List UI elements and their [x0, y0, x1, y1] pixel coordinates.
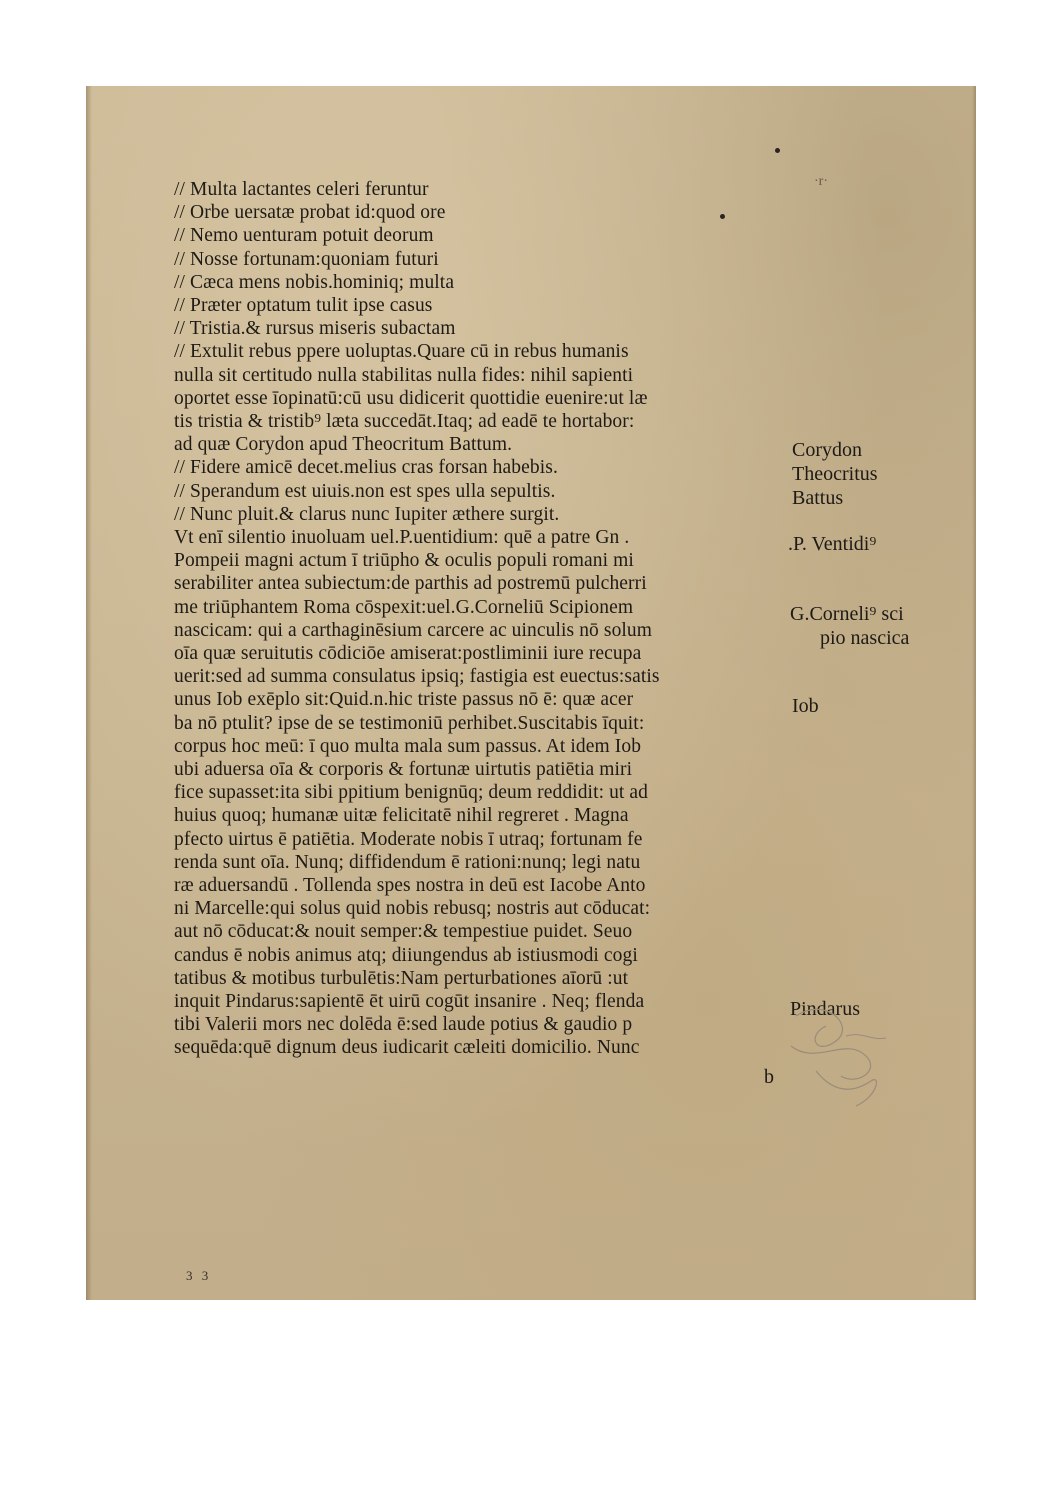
text-line: tatibus & motibus turbulētis:Nam perturbationes aīorū :ut: [174, 967, 629, 989]
text-line: // Nunc pluit.& clarus nunc Iupiter æthere surgit.: [174, 503, 560, 525]
page-edge-left: [86, 86, 92, 1300]
text-line: ba nō ptulit? ipse de se testimoniū perhibet.Suscitabis īquit:: [174, 712, 645, 734]
text-line: corpus hoc meū: ī quo multa mala sum passus. At idem Iob: [174, 735, 642, 757]
text-line: pfecto uirtus ē patiētia. Moderate nobis ī utraq; fortunam fe: [174, 828, 643, 850]
corner-mark: ·r·: [814, 174, 828, 189]
text-line: unus Iob exēplo sit:Quid.n.hic triste passus nō ē: quæ acer: [174, 689, 634, 711]
margin-note-cornelius-2: pio nascica: [820, 627, 910, 649]
text-line: Pompeii magni actum ī triūpho & oculis populi romani mi: [174, 550, 634, 572]
margin-note-corydon: Corydon: [792, 439, 862, 461]
text-line: // Multa lactantes celeri feruntur: [174, 179, 429, 200]
text-line: Vt enī silentio inuoluam uel.P.uentidium: quē a patre Gn .: [174, 527, 630, 548]
margin-note-battus: Battus: [792, 487, 844, 509]
text-line: renda sunt oīa. Nunq; diffidendum ē rationi:nunq; legi natu: [174, 851, 641, 873]
page-edge-right: [972, 86, 976, 1300]
text-line: // Nemo uenturam potuit deorum: [174, 225, 434, 247]
text-line: aut nō cōducat:& nouit semper:& tempestiue puidet. Seuo: [174, 921, 633, 943]
text-line: tis tristia & tristib⁹ læta succedāt.Itaq; ad eadē te hortabor:: [174, 411, 635, 432]
ink-dot: [775, 148, 780, 153]
text-line: nulla sit certitudo nulla stabilitas nulla fides: nihil sapienti: [174, 364, 634, 386]
text-line: // Extulit rebus ppere uoluptas.Quare cū in rebus humanis: [174, 341, 629, 363]
book-page-scan: [86, 86, 976, 1300]
text-line: // Fidere amicē decet.melius cras forsan habebis.: [174, 457, 558, 479]
text-line: ni Marcelle:qui solus quid nobis rebusq; nostris aut cōducat:: [174, 898, 651, 920]
text-line: serabiliter antea subiectum:de parthis ad postremū pulcherri: [174, 573, 647, 595]
text-line: tibi Valerii mors nec dolēda ē:sed laude potius & gaudio p: [174, 1014, 633, 1036]
margin-note-cornelius-1: G.Corneli⁹ sci: [790, 603, 904, 625]
margin-note-theocritus: Theocritus: [792, 463, 878, 485]
text-line: nascicam: qui a carthaginēsium carcere ac uinculis nō solum: [174, 619, 653, 641]
text-line: fice supasset:ita sibi ppitium benignūq; deum reddidit: ut ad: [174, 782, 649, 804]
pen-flourish-doodle: [786, 996, 896, 1116]
margin-note-ventidius: .P. Ventidi⁹: [788, 533, 877, 555]
text-line: ad quæ Corydon apud Theocritum Battum.: [174, 434, 513, 456]
text-line: ræ aduersandū . Tollenda spes nostra in deū est Iacobe Anto: [174, 875, 646, 896]
margin-note-pindarus: Pindarus: [790, 998, 860, 1020]
text-line: huius quoq; humanæ uitæ felicitatē nihil regreret . Magna: [174, 805, 629, 827]
signature-mark: b: [764, 1066, 774, 1088]
text-line: candus ē nobis animus atq; diiungendus ab istiusmodi cogi: [174, 944, 638, 966]
text-line: // Nosse fortunam:quoniam futuri: [174, 248, 439, 270]
text-line: // Cæca mens nobis.hominiq; multa: [174, 271, 455, 293]
text-line: // Orbe uersatæ probat id:quod ore: [174, 202, 446, 224]
text-line: // Sperandum est uiuis.non est spes ulla sepultis.: [174, 480, 556, 502]
text-line: sequēda:quē dignum deus iudicarit cæleiti domicilio. Nunc: [174, 1037, 640, 1059]
text-line: uerit:sed ad summa consulatus ipsiq; fastigia est euectus:satis: [174, 666, 660, 688]
text-line: oportet esse īopinatū:cū usu didicerit quottidie euenire:ut læ: [174, 387, 648, 409]
text-line: // Præter optatum tulit ipse casus: [174, 295, 433, 316]
text-line: ubi aduersa oīa & corporis & fortunæ uirtutis patiētia miri: [174, 759, 633, 780]
text-line: oīa quæ seruitutis cōdiciōe amiserat:postliminii iure recupa: [174, 643, 642, 664]
bottom-marks: 3 3: [186, 1268, 212, 1283]
text-line: // Tristia.& rursus miseris subactam: [174, 318, 456, 340]
ink-dot: [720, 214, 725, 219]
text-line: inquit Pindarus:sapientē ēt uirū cogūt insanire . Neq; flenda: [174, 991, 645, 1012]
margin-note-iob: Iob: [792, 695, 819, 717]
text-line: me triūphantem Roma cōspexit:uel.G.Corneliū Scipionem: [174, 596, 634, 618]
